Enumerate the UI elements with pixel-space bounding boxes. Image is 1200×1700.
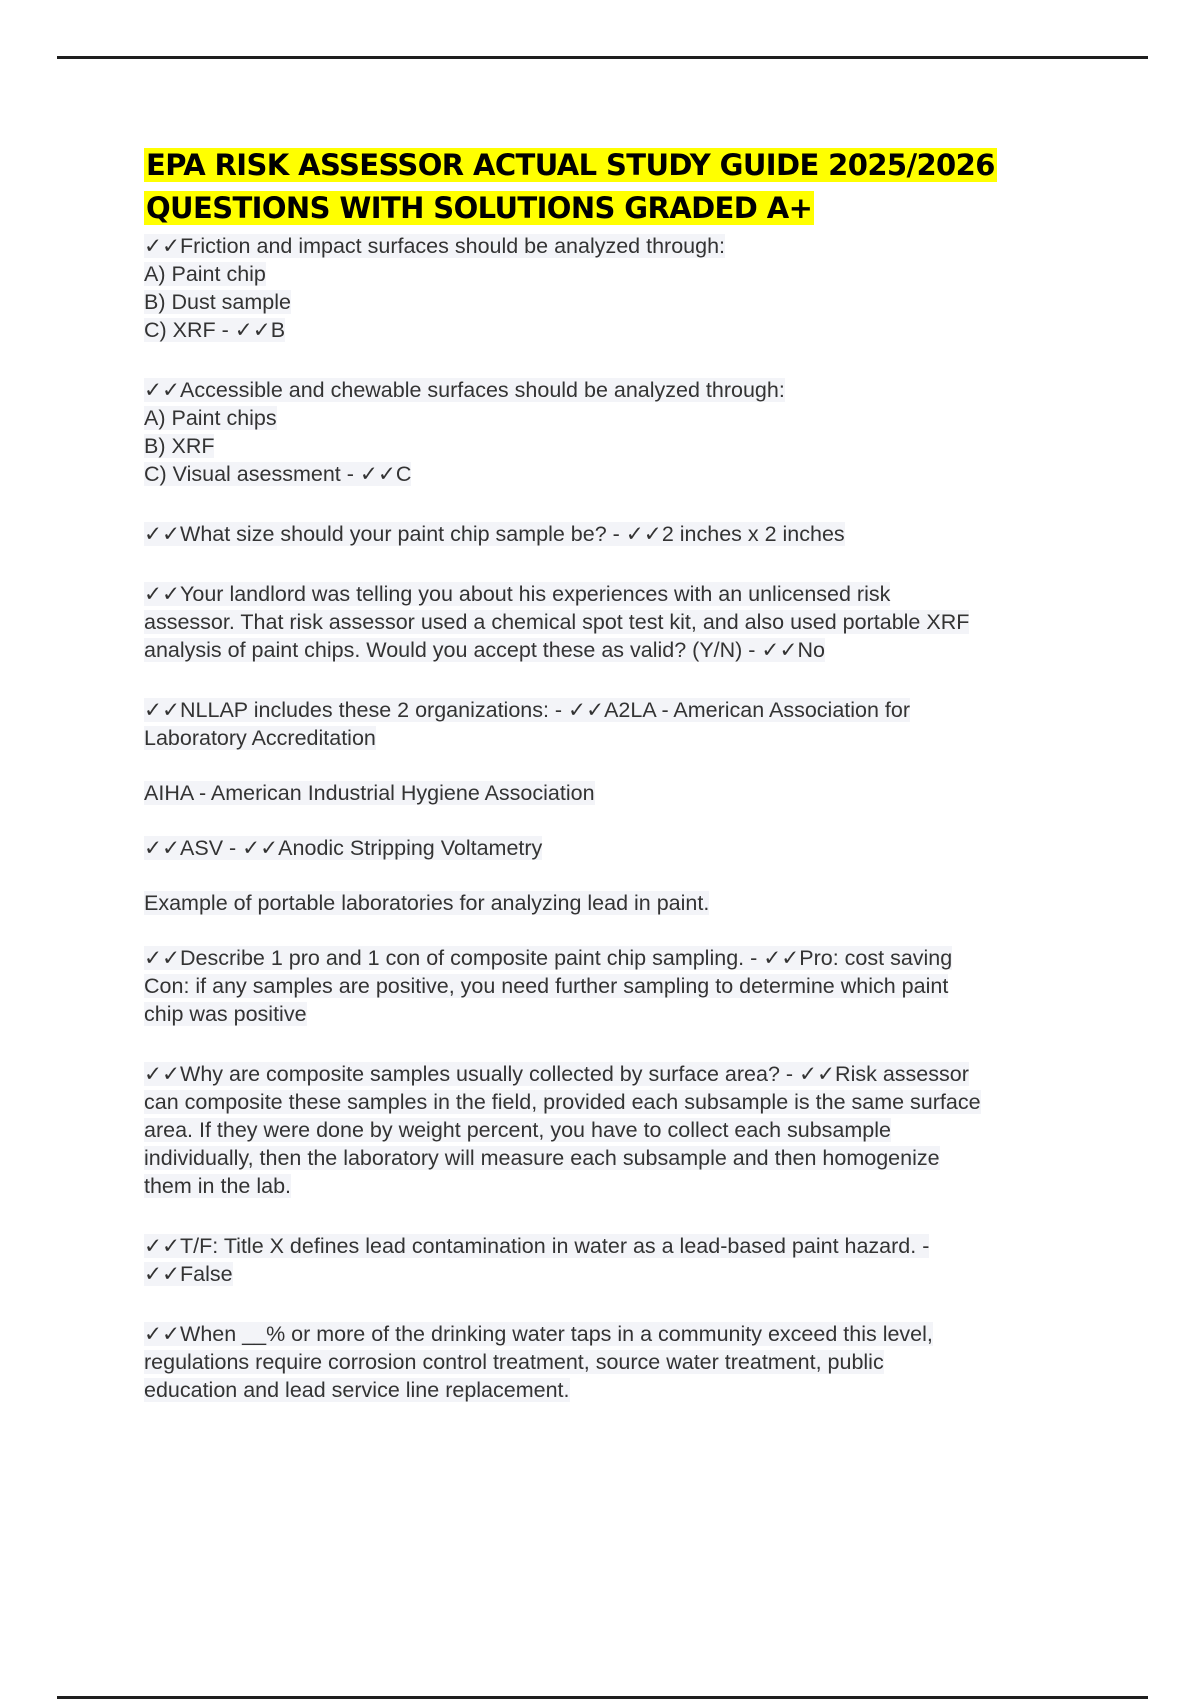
document-title <box>144 144 1084 230</box>
document-page <box>144 144 1084 1404</box>
answer-line-5: them in the lab. <box>144 1174 292 1198</box>
title-line-2: QUESTIONS WITH SOLUTIONS GRADED A+ <box>146 191 813 225</box>
qa-item-composite-pro-con <box>144 944 1084 1028</box>
answer-line-2: Laboratory Accreditation <box>144 726 376 750</box>
question-line-2: assessor. That risk assessor used a chemical spot test kit, and also used portable XRF <box>144 610 970 634</box>
option-c-answer: C) XRF - ✓✓B <box>144 318 286 342</box>
option-c-answer: C) Visual asessment - ✓✓C <box>144 462 412 486</box>
qa-item-paint-chip-size <box>144 520 1084 548</box>
question-answer-text: ✓✓ASV - ✓✓Anodic Stripping Voltametry <box>144 836 543 860</box>
question-answer-line-1: ✓✓NLLAP includes these 2 organizations: - ✓✓A2LA - American Association for <box>144 698 911 722</box>
question-text: ✓✓Accessible and chewable surfaces should be analyzed through: <box>144 378 785 402</box>
answer-line-2: ✓✓False <box>144 1262 233 1286</box>
question-line-3: education and lead service line replacement. <box>144 1378 570 1402</box>
qa-item-asv <box>144 834 1084 862</box>
bottom-horizontal-rule <box>57 1696 1148 1699</box>
qa-item-chewable-surfaces <box>144 376 1084 488</box>
question-answer-text: ✓✓What size should your paint chip sample be? - ✓✓2 inches x 2 inches <box>144 522 845 546</box>
answer-text: Example of portable laboratories for analyzing lead in paint. <box>144 891 710 915</box>
option-a: A) Paint chip <box>144 262 266 286</box>
option-a: A) Paint chips <box>144 406 277 430</box>
answer-text: AIHA - American Industrial Hygiene Association <box>144 781 595 805</box>
question-line-1: ✓✓T/F: Title X defines lead contamination in water as a lead-based paint hazard. - <box>144 1234 930 1258</box>
answer-continuation-aiha <box>144 779 1084 807</box>
answer-line-3: chip was positive <box>144 1002 307 1026</box>
top-horizontal-rule <box>57 56 1148 59</box>
question-line-1: ✓✓When __% or more of the drinking water taps in a community exceed this level, <box>144 1322 933 1346</box>
qa-item-composite-surface-area <box>144 1060 1084 1200</box>
question-line-1: ✓✓Your landlord was telling you about his experiences with an unlicensed risk <box>144 582 891 606</box>
answer-line-3: area. If they were done by weight percent, you have to collect each subsample <box>144 1118 891 1142</box>
option-b: B) Dust sample <box>144 290 291 314</box>
title-line-1: EPA RISK ASSESSOR ACTUAL STUDY GUIDE 2025/2026 <box>146 148 995 182</box>
answer-continuation-portable-labs <box>144 889 1084 917</box>
answer-line-2: can composite these samples in the field, provided each subsample is the same surface <box>144 1090 981 1114</box>
qa-item-title-x-water <box>144 1232 1084 1288</box>
answer-line-4: individually, then the laboratory will measure each subsample and then homogenize <box>144 1146 940 1170</box>
qa-item-friction-surfaces <box>144 232 1084 344</box>
question-line-2: regulations require corrosion control treatment, source water treatment, public <box>144 1350 884 1374</box>
answer-line-2: Con: if any samples are positive, you need further sampling to determine which paint <box>144 974 949 998</box>
question-answer-line-3: analysis of paint chips. Would you accept these as valid? (Y/N) - ✓✓No <box>144 638 825 662</box>
qa-item-unlicensed-assessor <box>144 580 1084 664</box>
option-b: B) XRF <box>144 434 215 458</box>
qa-item-nllap <box>144 696 1084 752</box>
qa-item-drinking-water-taps <box>144 1320 1084 1404</box>
question-answer-line-1: ✓✓Why are composite samples usually collected by surface area? - ✓✓Risk assessor <box>144 1062 969 1086</box>
question-answer-line-1: ✓✓Describe 1 pro and 1 con of composite paint chip sampling. - ✓✓Pro: cost saving <box>144 946 953 970</box>
question-text: ✓✓Friction and impact surfaces should be analyzed through: <box>144 234 726 258</box>
